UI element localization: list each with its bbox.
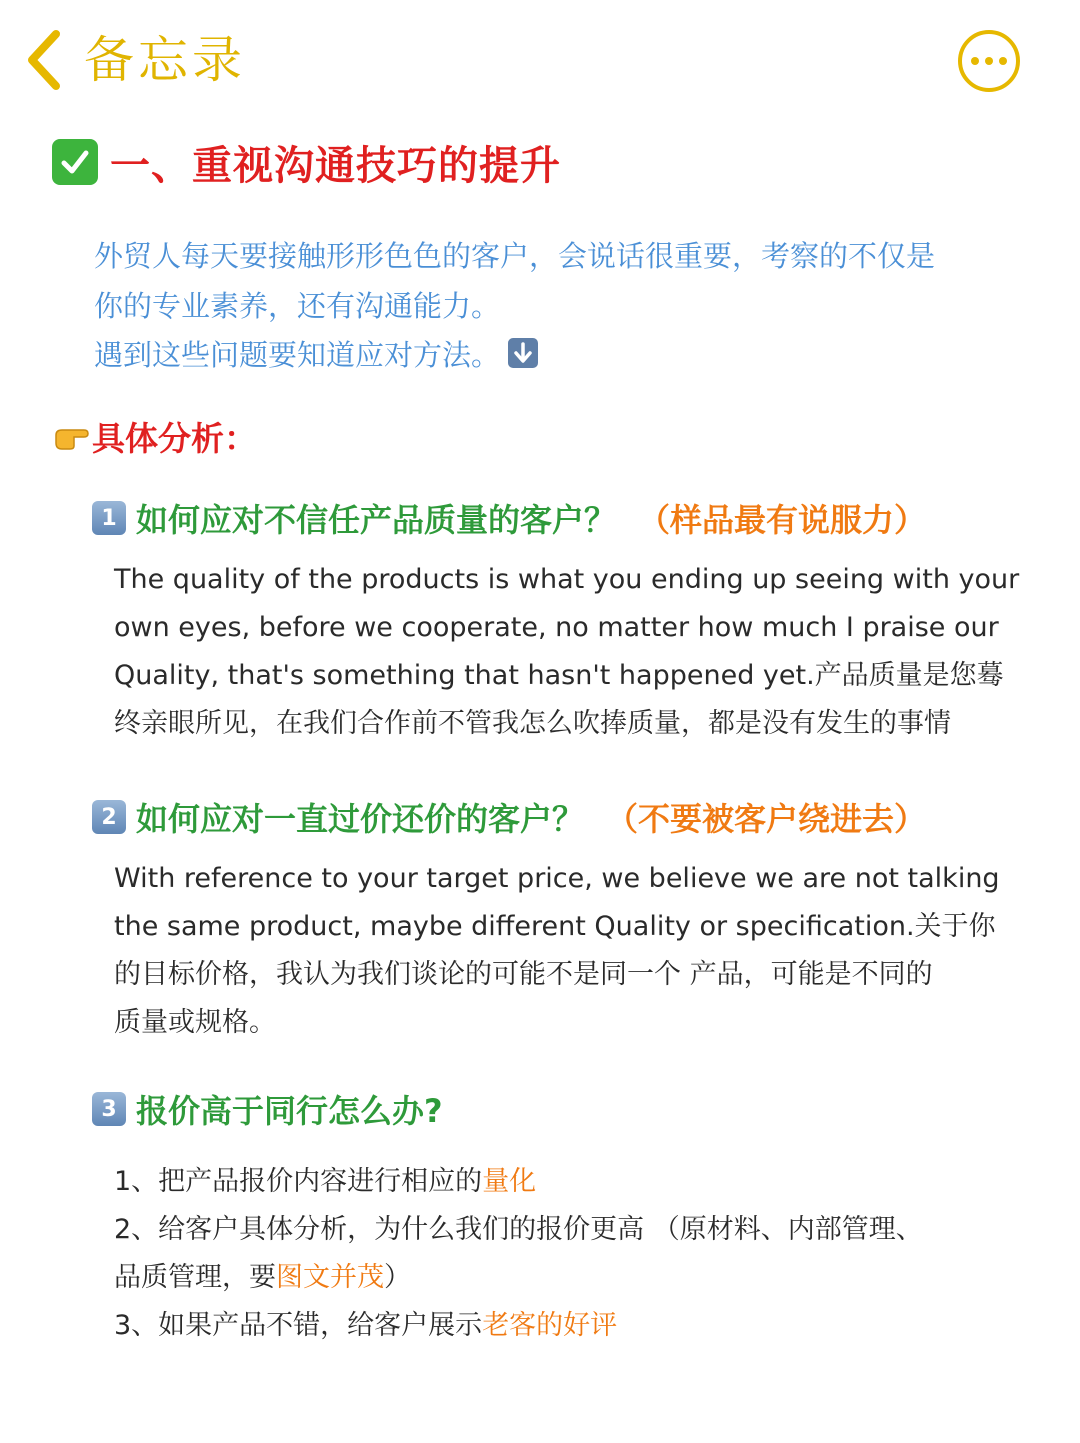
analysis-text: 具体分析： [92,418,257,458]
step-highlight: 图文并茂 [276,1262,384,1293]
question-3-header [92,1085,443,1133]
step-highlight: 老客的好评 [482,1310,618,1341]
down-arrow-icon [508,338,538,368]
number-2-badge: 2 [92,800,126,834]
app-title: 备忘录 [84,31,246,89]
number-3-badge: 3 [92,1092,126,1126]
more-dot [999,57,1007,65]
intro-line [94,331,994,381]
intro-line: 你的专业素养，还有沟通能力。 [94,288,501,323]
question-1-answer [114,556,1020,748]
number-1-badge: 1 [92,501,126,535]
question-1-header [92,494,926,542]
step-line [114,1302,994,1350]
answer-line: With reference to your target price, we believe we are not talking [114,863,1000,894]
intro-paragraph [94,232,994,381]
answer-line: 终亲眼所见，在我们合作前不管我怎么吹捧质量，都是没有发生的事情 [114,708,951,739]
step-line [114,1254,994,1302]
question-1-title: 如何应对不信任产品质量的客户？ [136,501,617,539]
intro-line: 外贸人每天要接触形形色色的客户，会说话很重要，考察的不仅是 [94,239,936,273]
intro-line-text: 遇到这些问题要知道应对方法。 [94,338,501,372]
question-2-header [92,793,926,841]
question-2-answer [114,855,1000,1047]
more-button[interactable] [958,30,1020,92]
analysis-label [54,412,257,460]
back-button[interactable] [18,28,74,92]
section-heading [52,134,561,190]
chevron-left-icon [18,28,74,92]
answer-line: Quality, that's something that hasn't happened yet.产品质量是您蓦 [114,660,1004,691]
question-3-title: 报价高于同行怎么办? [136,1092,443,1130]
step-text: 3、如果产品不错，给客户展示 [114,1310,483,1341]
question-3-steps [114,1158,994,1350]
pointing-hand-icon [54,421,90,451]
answer-line: The quality of the products is what you ending up seeing with your [114,564,1020,595]
more-dots-icon [971,57,979,65]
answer-line: 质量或规格。 [114,1007,276,1038]
heading-text: 一、重视沟通技巧的提升 [110,142,561,189]
answer-line: 的目标价格，我认为我们谈论的可能不是同一个 产品，可能是不同的 [114,959,933,990]
more-dot [985,57,993,65]
step-text: 品质管理，要 [114,1262,276,1293]
question-1-hint: （样品最有说服力） [638,501,927,539]
question-2-hint: （不要被客户绕进去） [606,800,927,838]
checkmark-icon [52,139,98,185]
top-bar [0,0,1080,120]
step-text: 2、给客户具体分析，为什么我们的报价更高 （原材料、内部管理、 [114,1214,923,1245]
answer-line: own eyes, before we cooperate, no matter how much I praise our [114,612,999,643]
step-after: ） [384,1262,411,1293]
step-text: 1、把产品报价内容进行相应的 [114,1166,483,1197]
step-highlight: 量化 [482,1166,537,1197]
answer-line: the same product, maybe different Quality or specification.关于你 [114,911,996,942]
step-line [114,1158,994,1206]
step-line [114,1206,994,1254]
question-2-title: 如何应对一直过价还价的客户？ [136,800,585,838]
